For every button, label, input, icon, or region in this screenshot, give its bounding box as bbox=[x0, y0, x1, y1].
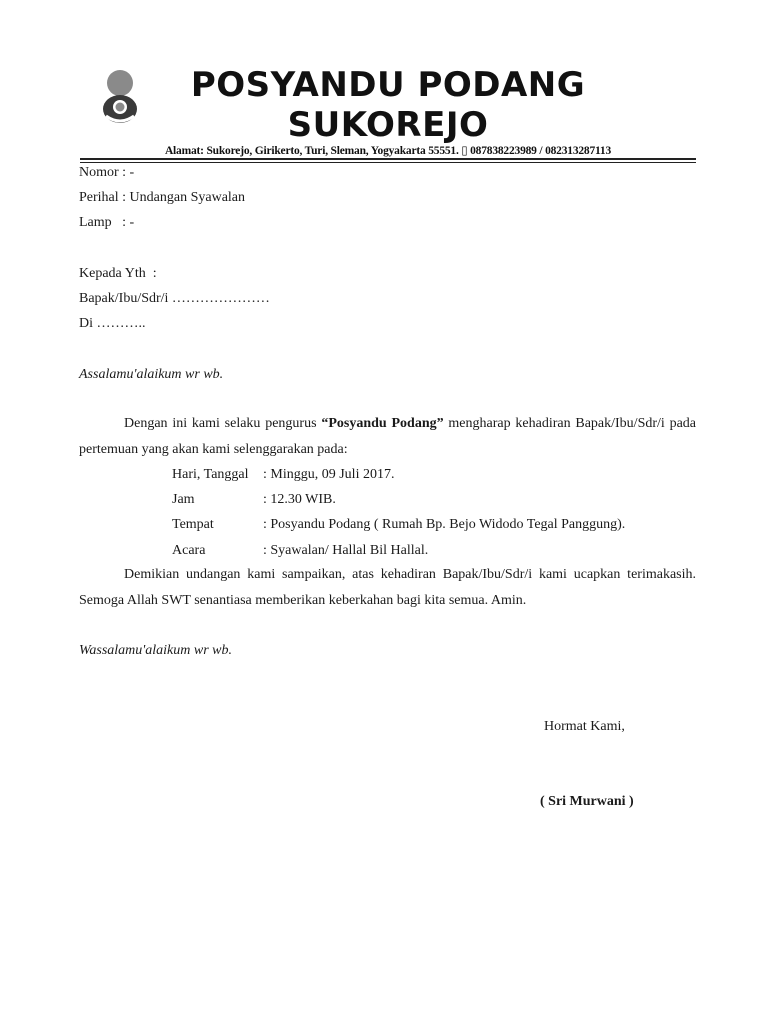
invitation-text-start: Dengan ini kami selaku pengurus bbox=[124, 416, 322, 431]
organization-name-line2: SUKOREJO bbox=[287, 105, 489, 145]
posyandu-logo-icon bbox=[96, 66, 144, 126]
recipient-heading: Kepada Yth : bbox=[79, 266, 157, 281]
detail-value-event: : Syawalan/ Hallal Bil Hallal. bbox=[263, 543, 429, 558]
signer-name: ( Sri Murwani ) bbox=[540, 794, 634, 809]
closing-paragraph: Demikian undangan kami sampaikan, atas kehadiran Bapak/Ibu/Sdr/i kami ucapkan terimakasih. Semoga Allah SWT senantiasa memberikan keberkahan bagi kita semua. Amin. bbox=[79, 567, 696, 608]
letter-number: Nomor : - bbox=[79, 165, 135, 180]
detail-value-date: : Minggu, 09 Juli 2017. bbox=[263, 467, 395, 482]
closing-greeting: Wassalamu'alaikum wr wb. bbox=[79, 643, 232, 658]
letterhead-divider-thin bbox=[80, 162, 696, 163]
detail-value-place: : Posyandu Podang ( Rumah Bp. Bejo Widodo Tegal Panggung). bbox=[263, 517, 626, 532]
recipient-name: Bapak/Ibu/Sdr/i ………………… bbox=[79, 291, 270, 306]
organization-reference: “Posyandu Podang” bbox=[321, 416, 444, 431]
organization-address: Alamat: Sukorejo, Girikerto, Turi, Sleman, Yogyakarta 55551. ▯ 087838223989 / 082313287113 bbox=[164, 145, 612, 157]
letter-subject: Perihal : Undangan Syawalan bbox=[79, 190, 246, 205]
detail-label-place: Tempat bbox=[172, 517, 214, 532]
detail-label-event: Acara bbox=[172, 543, 206, 558]
detail-label-date: Hari, Tanggal bbox=[172, 467, 249, 482]
invitation-paragraph bbox=[79, 411, 696, 462]
detail-label-time: Jam bbox=[172, 492, 195, 507]
recipient-location: Di ……….. bbox=[79, 316, 146, 331]
letter-attachment: Lamp : - bbox=[79, 215, 135, 230]
organization-name-line1: POSYANDU PODANG bbox=[190, 65, 586, 105]
letterhead-divider-thick bbox=[80, 158, 696, 160]
detail-value-time: : 12.30 WIB. bbox=[263, 492, 336, 507]
opening-greeting: Assalamu'alaikum wr wb. bbox=[79, 367, 224, 382]
signoff: Hormat Kami, bbox=[544, 719, 625, 734]
invitation-text-end: mengharap kehadiran Bapak/Ibu/Sdr/i pada pertemuan yang akan kami selenggarakan pada: bbox=[79, 416, 697, 457]
